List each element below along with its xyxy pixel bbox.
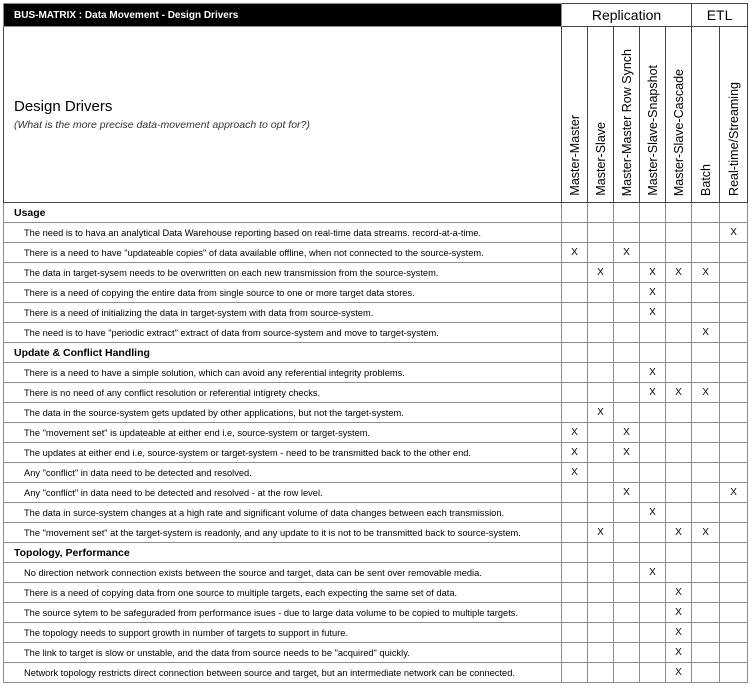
mark-cell-empty [562,603,588,623]
mark-cell-empty [666,403,692,423]
group-replication: Replication [562,4,692,27]
driver-label: The need is to hava an analytical Data Warehouse reporting based on real-time data streams. record-at-a-time. [4,223,562,243]
col-head-batch [692,27,720,203]
table-row [4,463,748,483]
col-head-master-slave [588,27,614,203]
mark-cell-empty [588,423,614,443]
mark-cell-empty [614,403,640,423]
mark-cell-x: X [562,243,588,263]
driver-label: The data in surce-system changes at a high rate and significant volume of data changes between each transmission. [4,503,562,523]
mark-cell-empty [614,503,640,523]
mark-cell-empty [562,283,588,303]
mark-cell-empty [692,643,720,663]
section-empty-cell [720,203,748,223]
mark-cell-empty [562,503,588,523]
mark-cell-empty [720,243,748,263]
section-empty-cell [588,543,614,563]
mark-cell-x: X [666,263,692,283]
col-head-master-master [562,27,588,203]
driver-label: The need is to have "periodic extract" extract of data from source-system and move to target-system. [4,323,562,343]
mark-cell-empty [720,363,748,383]
section-title: Update & Conflict Handling [4,343,562,363]
mark-cell-empty [640,623,666,643]
mark-cell-empty [720,303,748,323]
mark-cell-empty [720,563,748,583]
mark-cell-x: X [640,363,666,383]
mark-cell-empty [720,423,748,443]
mark-cell-empty [562,563,588,583]
mark-cell-empty [692,363,720,383]
mark-cell-empty [666,443,692,463]
mark-cell-empty [588,383,614,403]
mark-cell-x: X [666,643,692,663]
mark-cell-x: X [666,603,692,623]
mark-cell-empty [720,403,748,423]
mark-cell-x: X [614,243,640,263]
mark-cell-empty [562,663,588,683]
mark-cell-empty [588,623,614,643]
table-row [4,503,748,523]
mark-cell-empty [588,303,614,323]
mark-cell-empty [640,523,666,543]
mark-cell-empty [562,383,588,403]
section-empty-cell [692,203,720,223]
driver-label: The source sytem to be safeguraded from performance isues - due to large data volume to be copied to multiple targets. [4,603,562,623]
mark-cell-empty [692,503,720,523]
mark-cell-empty [692,283,720,303]
mark-cell-empty [692,583,720,603]
col-head-master-slave-snapshot [640,27,666,203]
col-head-master-master-row-synch [614,27,640,203]
mark-cell-empty [640,403,666,423]
mark-cell-empty [666,243,692,263]
mark-cell-empty [720,503,748,523]
mark-cell-x: X [562,463,588,483]
section-empty-cell [588,343,614,363]
mark-cell-empty [614,263,640,283]
mark-cell-empty [562,363,588,383]
driver-label: The data in the source-system gets updated by other applications, but not the target-system. [4,403,562,423]
mark-cell-empty [666,503,692,523]
section-empty-cell [720,343,748,363]
driver-label: Network topology restricts direct connection between source and target, but an intermediate network can be connected. [4,663,562,683]
mark-cell-empty [720,463,748,483]
mark-cell-empty [720,523,748,543]
design-drivers-header [4,27,562,203]
mark-cell-empty [588,463,614,483]
mark-cell-empty [588,563,614,583]
mark-cell-empty [666,463,692,483]
mark-cell-empty [692,623,720,643]
driver-label: The data in target-sysem needs to be overwritten on each new transmission from the source-system. [4,263,562,283]
table-row [4,223,748,243]
mark-cell-empty [614,223,640,243]
mark-cell-x: X [692,383,720,403]
mark-cell-empty [720,583,748,603]
mark-cell-empty [614,563,640,583]
mark-cell-x: X [588,523,614,543]
mark-cell-empty [640,243,666,263]
table-row [4,423,748,443]
section-empty-cell [720,543,748,563]
mark-cell-empty [720,443,748,463]
mark-cell-x: X [692,323,720,343]
col-head-real-time-streaming [720,27,748,203]
mark-cell-empty [588,583,614,603]
mark-cell-x: X [666,663,692,683]
section-empty-cell [692,343,720,363]
column-label: Real-time/Streaming [726,82,741,196]
group-etl: ETL [692,4,748,27]
mark-cell-x: X [588,403,614,423]
mark-cell-empty [640,423,666,443]
table-row [4,363,748,383]
mark-cell-empty [666,423,692,443]
driver-label: There is no need of any conflict resolution or referential intigrety checks. [4,383,562,403]
mark-cell-empty [588,643,614,663]
mark-cell-empty [720,263,748,283]
table-row [4,443,748,463]
table-row [4,243,748,263]
driver-label: There is a need of initializing the data in target-system with data from source-system. [4,303,562,323]
mark-cell-empty [666,483,692,503]
mark-cell-empty [640,583,666,603]
section-row [4,203,748,223]
mark-cell-empty [640,443,666,463]
mark-cell-x: X [562,443,588,463]
mark-cell-x: X [640,563,666,583]
mark-cell-x: X [588,263,614,283]
mark-cell-empty [666,223,692,243]
mark-cell-empty [720,603,748,623]
section-empty-cell [640,203,666,223]
mark-cell-x: X [640,303,666,323]
table-row [4,323,748,343]
driver-label: The "movement set" at the target-system is readonly, and any update to it is not to be transmitted back to source-system. [4,523,562,543]
mark-cell-empty [588,503,614,523]
mark-cell-empty [692,423,720,443]
section-empty-cell [614,203,640,223]
matrix-body [4,203,748,683]
matrix-title: BUS-MATRIX : Data Movement - Design Drivers [4,4,562,27]
mark-cell-x: X [720,223,748,243]
section-title: Usage [4,203,562,223]
mark-cell-empty [640,663,666,683]
driver-label: The topology needs to support growth in number of targets to support in future. [4,623,562,643]
table-row [4,283,748,303]
design-drivers-subtitle: (What is the more precise data-movement approach to opt for?) [14,119,310,131]
mark-cell-empty [614,323,640,343]
col-head-master-slave-cascade [666,27,692,203]
table-row [4,483,748,503]
driver-label: There is a need to have "updateable copies" of data available offline, when not connected to the source-system. [4,243,562,263]
mark-cell-x: X [614,483,640,503]
mark-cell-empty [640,483,666,503]
mark-cell-empty [614,463,640,483]
mark-cell-x: X [666,383,692,403]
section-empty-cell [666,343,692,363]
section-empty-cell [640,343,666,363]
mark-cell-empty [614,363,640,383]
mark-cell-empty [588,363,614,383]
mark-cell-x: X [640,263,666,283]
column-label: Master-Slave-Cascade [671,68,686,196]
mark-cell-x: X [692,263,720,283]
column-label: Master-Slave-Snapshot [645,65,660,196]
section-empty-cell [666,203,692,223]
column-label: Batch [698,164,713,196]
mark-cell-empty [720,643,748,663]
section-empty-cell [640,543,666,563]
section-empty-cell [614,543,640,563]
mark-cell-empty [640,463,666,483]
mark-cell-empty [692,243,720,263]
mark-cell-empty [614,623,640,643]
mark-cell-empty [692,563,720,583]
mark-cell-empty [720,663,748,683]
mark-cell-x: X [720,483,748,503]
mark-cell-empty [614,303,640,323]
mark-cell-empty [720,283,748,303]
mark-cell-x: X [692,523,720,543]
column-label: Master-Slave [593,122,608,196]
driver-label: There is a need of copying data from one source to multiple targets, each expecting the same set of data. [4,583,562,603]
mark-cell-x: X [562,423,588,443]
table-row [4,663,748,683]
driver-label: The updates at either end i.e, source-system or target-system - need to be transmitted back to the other end. [4,443,562,463]
mark-cell-x: X [640,283,666,303]
mark-cell-empty [588,283,614,303]
mark-cell-empty [720,623,748,643]
mark-cell-empty [562,323,588,343]
mark-cell-empty [562,483,588,503]
table-row [4,563,748,583]
mark-cell-empty [692,403,720,423]
table-row [4,583,748,603]
mark-cell-empty [666,303,692,323]
mark-cell-empty [666,323,692,343]
mark-cell-empty [666,363,692,383]
driver-label: Any "conflict" in data need to be detected and resolved - at the row level. [4,483,562,503]
mark-cell-empty [692,443,720,463]
table-row [4,603,748,623]
table-row [4,623,748,643]
mark-cell-empty [588,323,614,343]
section-empty-cell [588,203,614,223]
mark-cell-empty [692,603,720,623]
mark-cell-empty [692,223,720,243]
table-row [4,383,748,403]
mark-cell-empty [588,663,614,683]
mark-cell-empty [562,303,588,323]
mark-cell-empty [588,443,614,463]
mark-cell-empty [562,403,588,423]
mark-cell-empty [692,483,720,503]
mark-cell-x: X [666,623,692,643]
section-empty-cell [666,543,692,563]
section-empty-cell [562,203,588,223]
mark-cell-x: X [640,503,666,523]
mark-cell-empty [562,643,588,663]
mark-cell-empty [614,523,640,543]
driver-label: There is a need to have a simple solution, which can avoid any referential integrity problems. [4,363,562,383]
mark-cell-empty [692,303,720,323]
mark-cell-empty [720,383,748,403]
mark-cell-empty [588,603,614,623]
mark-cell-x: X [666,523,692,543]
section-empty-cell [562,543,588,563]
mark-cell-empty [588,243,614,263]
mark-cell-x: X [640,383,666,403]
driver-label: No direction network connection exists between the source and target, data can be sent over removable media. [4,563,562,583]
driver-label: There is a need of copying the entire data from single source to one or more target data stores. [4,283,562,303]
mark-cell-empty [692,463,720,483]
mark-cell-empty [562,263,588,283]
table-row [4,643,748,663]
driver-label: The link to target is slow or unstable, and the data from source needs to be "acquired" quickly. [4,643,562,663]
mark-cell-empty [614,663,640,683]
mark-cell-empty [666,563,692,583]
section-row [4,543,748,563]
table-row [4,263,748,283]
mark-cell-empty [692,663,720,683]
mark-cell-empty [614,583,640,603]
mark-cell-x: X [666,583,692,603]
driver-label: The "movement set" is updateable at either end i.e, source-system or target-system. [4,423,562,443]
section-title: Topology, Performance [4,543,562,563]
mark-cell-empty [640,323,666,343]
driver-label: Any "conflict" in data need to be detected and resolved. [4,463,562,483]
mark-cell-x: X [614,443,640,463]
section-empty-cell [692,543,720,563]
mark-cell-empty [640,223,666,243]
mark-cell-empty [588,483,614,503]
mark-cell-empty [562,623,588,643]
bus-matrix-table [3,3,748,683]
mark-cell-empty [640,603,666,623]
table-row [4,523,748,543]
section-empty-cell [562,343,588,363]
table-row [4,303,748,323]
column-label: Master-Master Row Synch [619,48,634,196]
mark-cell-empty [562,523,588,543]
column-label: Master-Master [567,115,582,196]
mark-cell-empty [666,283,692,303]
design-drivers-title: Design Drivers [14,98,113,115]
mark-cell-empty [614,603,640,623]
section-empty-cell [614,343,640,363]
mark-cell-empty [614,643,640,663]
mark-cell-empty [614,283,640,303]
table-row [4,403,748,423]
mark-cell-x: X [614,423,640,443]
section-row [4,343,748,363]
mark-cell-empty [640,643,666,663]
mark-cell-empty [562,583,588,603]
mark-cell-empty [588,223,614,243]
mark-cell-empty [562,223,588,243]
mark-cell-empty [720,323,748,343]
mark-cell-empty [614,383,640,403]
